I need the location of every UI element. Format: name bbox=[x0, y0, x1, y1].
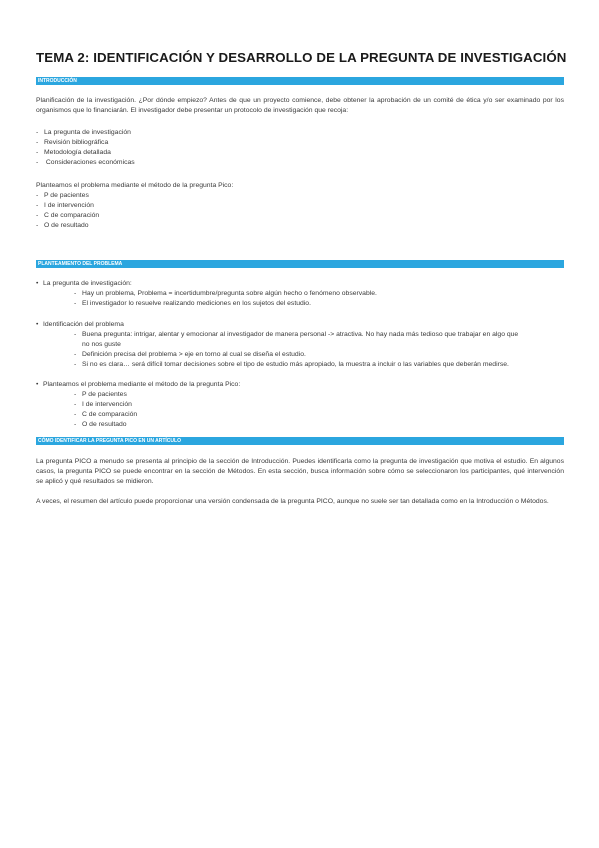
sub-list-item: - Definición precisa del problema > eje en torno al cual se diseña el estudio. bbox=[74, 351, 306, 358]
sub-list-item: - C de comparación bbox=[74, 411, 138, 418]
sub-list-item: - El investigador lo resuelve realizando mediciones en los sujetos del estudio. bbox=[74, 300, 311, 307]
list-item: - La pregunta de investigación bbox=[36, 129, 131, 136]
section-header-problema: PLANTEAMIENTO DEL PROBLEMA bbox=[36, 260, 564, 268]
articulo-paragraph-1: La pregunta PICO a menudo se presenta al principio de la sección de Introducción. Puedes identificarla como la pregunta de investigación que motiva el estudio. En algunos casos, la pregunta PICO se puede encontrar en la sección de Métodos. En esta sección, busca información sobre cómo se seleccionaron los participantes, qué intervención se aplicó y qué resultados se midieron. bbox=[36, 458, 564, 485]
list-item: - C de comparación bbox=[36, 212, 100, 219]
sub-list-item: - I de intervención bbox=[74, 401, 132, 408]
list-item: - O de resultado bbox=[36, 222, 89, 229]
list-item: - P de pacientes bbox=[36, 192, 89, 199]
list-item: - Consideraciones económicas bbox=[36, 159, 135, 166]
list-item: - Metodología detallada bbox=[36, 149, 111, 156]
pico-intro-text: Planteamos el problema mediante el método de la pregunta Pico: bbox=[36, 182, 234, 189]
page-title: TEMA 2: IDENTIFICACIÓN Y DESARROLLO DE LA PREGUNTA DE INVESTIGACIÓN bbox=[36, 50, 567, 65]
bullet-item: • La pregunta de investigación: bbox=[36, 280, 132, 287]
intro-paragraph: Planificación de la investigación. ¿Por dónde empiezo? Antes de que un proyecto comience, debe obtener la aprobación de un comité de ética y/o ser examinado por los organismos que lo financiarán. El investigador debe presentar un protocolo de investigación que recoja: bbox=[36, 97, 564, 114]
bullet-item: • Identificación del problema bbox=[36, 321, 124, 328]
section-header-articulo: CÓMO IDENTIFICAR LA PREGUNTA PICO EN UN ARTÍCULO bbox=[36, 437, 564, 445]
list-item: - I de intervención bbox=[36, 202, 94, 209]
sub-list-item: - Hay un problema, Problema = incertidumbre/pregunta sobre algún hecho o fenómeno observable. bbox=[74, 290, 377, 297]
section-header-intro: INTRODUCCIÓN bbox=[36, 77, 564, 85]
list-item: - Revisión bibliográfica bbox=[36, 139, 109, 146]
sub-list-item: - P de pacientes bbox=[74, 391, 127, 398]
bullet-item: • Planteamos el problema mediante el método de la pregunta Pico: bbox=[36, 381, 241, 388]
articulo-paragraph-2: A veces, el resumen del artículo puede proporcionar una versión condensada de la pregunta PICO, aunque no suele ser tan detallada como en la Introducción o Métodos. bbox=[36, 498, 549, 505]
sub-list-item: - Si no es clara… será difícil tomar decisiones sobre el tipo de estudio más apropiado, la muestra a incluir o las variables que deberán medirse. bbox=[74, 361, 509, 368]
sub-list-item-continuation: no nos guste bbox=[82, 341, 121, 348]
sub-list-item: - O de resultado bbox=[74, 421, 127, 428]
sub-list-item: - Buena pregunta: intrigar, alentar y emocionar al investigador de manera personal -> atractiva. No hay nada más tedioso que trabajar en algo que bbox=[74, 331, 519, 338]
